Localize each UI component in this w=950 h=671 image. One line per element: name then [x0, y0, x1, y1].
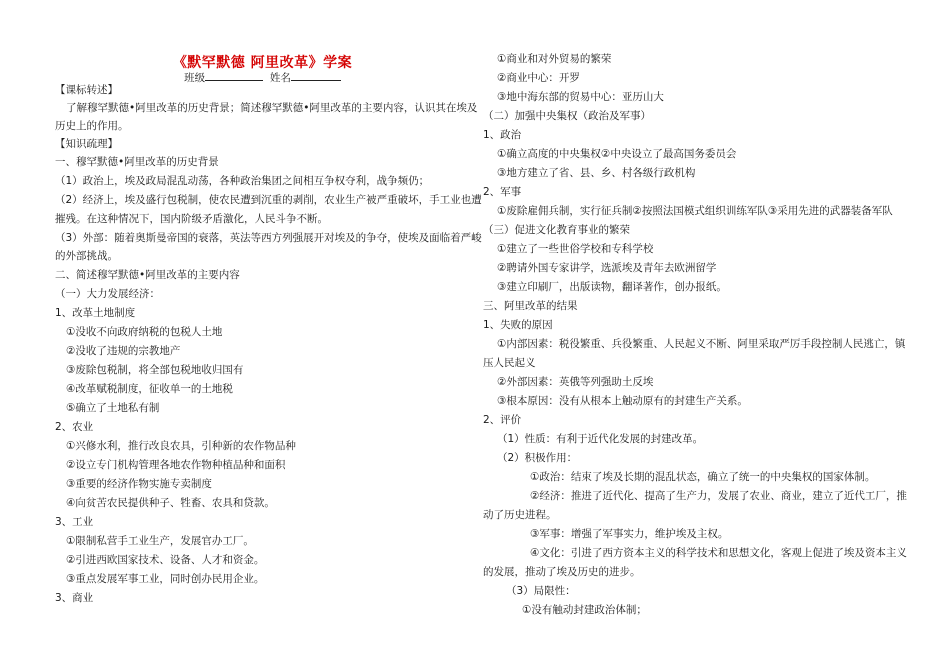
list-item: ①限制私营手工业生产，发展官办工厂。: [66, 535, 254, 547]
list-item: ③重要的经济作物实施专卖制度: [66, 478, 212, 490]
body-line: （1）政治上，埃及政局混乱动荡，各种政治集团之间相互争权夺利，战争频仍；: [55, 175, 430, 187]
heading-line: 二、简述穆罕默德•阿里改革的主要内容: [55, 269, 240, 281]
list-item: ②引进西欧国家技术、设备、人才和资金。: [66, 554, 265, 566]
list-item: ④改革赋税制度，征收单一的土地税: [66, 383, 233, 395]
subheading-line: （一）大力发展经济：: [55, 288, 160, 300]
list-item: ②聘请外国专家讲学，选派埃及青年去欧洲留学: [497, 262, 717, 274]
subheading-line: 2、评价: [483, 414, 522, 426]
list-item: ③地中海东部的贸易中心：亚历山大: [497, 91, 664, 103]
list-item: ①兴修水利，推行改良农具，引种新的农作物品种: [66, 440, 296, 452]
body-line: 历史上的作用。: [55, 120, 129, 132]
body-line: （2）积极作用：: [497, 452, 578, 464]
body-line: 摧残。在这种情况下，国内阶级矛盾激化，人民斗争不断。: [55, 213, 328, 225]
list-item: ②外部因素：英俄等列强助土反埃: [497, 376, 654, 388]
list-item: ②经济：推进了近代化、提高了生产力，发展了农业、商业，建立了近代工厂，推: [530, 490, 907, 502]
body-line: （1）性质：有利于近代化发展的封建改革。: [497, 433, 704, 445]
list-item: ④文化：引进了西方资本主义的科学技术和思想文化，客观上促进了埃及资本主义: [530, 547, 907, 559]
body-line: 的外部挑战。: [55, 250, 118, 262]
body-line: 压人民起义: [483, 357, 536, 369]
class-blank: [205, 70, 263, 81]
document-title: 《默罕默德 阿里改革》学案: [172, 55, 353, 71]
list-item: ①没收不向政府纳税的包税人土地: [66, 326, 223, 338]
body-line: （2）经济上，埃及盛行包税制，使农民遭到沉重的剥削，农业生产被严重破坏，手工业也遭: [55, 194, 482, 206]
body-line: （3）外部：随着奥斯曼帝国的衰落，英法等西方列强展开对埃及的争夺，使埃及面临着严峻: [55, 232, 482, 244]
list-item: ①商业和对外贸易的繁荣: [497, 53, 612, 65]
body-line: （3）局限性：: [506, 585, 576, 597]
body-line: 动了历史进程。: [483, 509, 557, 521]
list-item: ③地方建立了省、县、乡、村各级行政机构: [497, 167, 696, 179]
list-item: ⑤确立了土地私有制: [66, 402, 160, 414]
section-heading-curriculum: 【课标转述】: [55, 84, 118, 96]
list-item: ①政治：结束了埃及长期的混乱状态，确立了统一的中央集权的国家体制。: [530, 471, 876, 483]
list-item: ③建立印刷厂，出版读物，翻译著作，创办报纸。: [497, 281, 727, 293]
list-item: ①废除雇佣兵制，实行征兵制②按照法国模式组织训练军队③采用先进的武器装备军队: [497, 205, 893, 217]
subheading-line: 3、工业: [55, 516, 94, 528]
subheading-line: 1、失败的原因: [483, 319, 553, 331]
subheading-line: （三）促进文化教育事业的繁荣: [483, 224, 630, 236]
name-blank: [291, 70, 341, 81]
list-item: ③废除包税制，将全部包税地收归国有: [66, 364, 244, 376]
subheading-line: 3、商业: [55, 592, 94, 604]
class-label: 班级: [184, 72, 206, 84]
list-item: ①建立了一些世俗学校和专科学校: [497, 243, 654, 255]
name-label: 姓名: [269, 72, 291, 84]
list-item: ①没有触动封建政治体制；: [522, 604, 647, 616]
list-item: ①内部因素：税役繁重、兵役繁重、人民起义不断、阿里采取严厉手段控制人民逃亡，镇: [497, 338, 906, 350]
subheading-line: （二）加强中央集权（政治及军事）: [483, 110, 651, 122]
list-item: ②没收了违规的宗教地产: [66, 345, 181, 357]
section-heading-knowledge: 【知识疏理】: [55, 138, 118, 150]
heading-line: 三、阿里改革的结果: [483, 300, 578, 312]
list-item: ④向贫苦农民提供种子、牲畜、农具和贷款。: [66, 497, 275, 509]
body-line: 了解穆罕默德•阿里改革的历史背景；简述穆罕默德•阿里改革的主要内容，认识其在埃及: [66, 102, 478, 114]
list-item: ③根本原因：没有从根本上触动原有的封建生产关系。: [497, 395, 748, 407]
list-item: ②商业中心：开罗: [497, 72, 580, 84]
heading-line: 一、穆罕默德•阿里改革的历史背景: [55, 156, 219, 168]
subheading-line: 1、改革土地制度: [55, 307, 136, 319]
subheading-line: 1、政治: [483, 129, 522, 141]
list-item: ②设立专门机构管理各地农作物种植品种和面积: [66, 459, 286, 471]
subheading-line: 2、农业: [55, 421, 94, 433]
list-item: ③军事：增强了军事实力，维护埃及主权。: [530, 528, 729, 540]
subheading-line: 2、军事: [483, 186, 522, 198]
list-item: ③重点发展军事工业，同时创办民用企业。: [66, 573, 265, 585]
list-item: ①确立高度的中央集权②中央设立了最高国务委员会: [497, 148, 737, 160]
body-line: 的发展，推动了埃及历史的进步。: [483, 566, 641, 578]
